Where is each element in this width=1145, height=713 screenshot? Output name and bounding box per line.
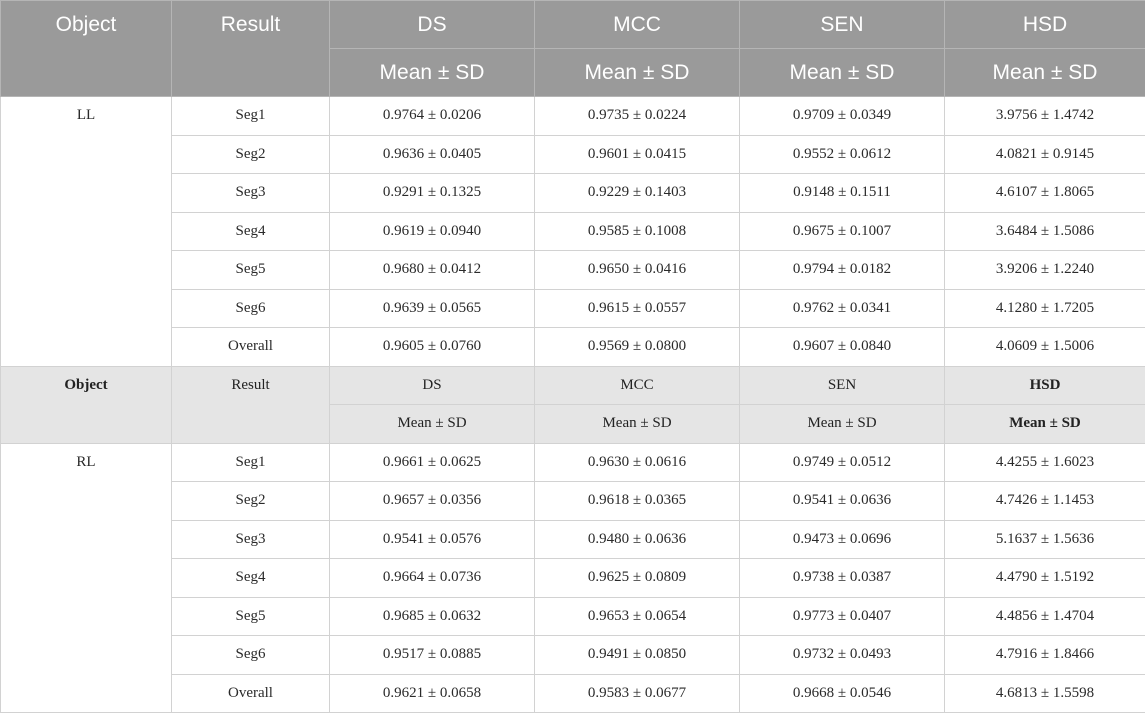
row-label: Seg4 (172, 212, 330, 251)
cell-sen: 0.9541 ± 0.0636 (740, 482, 945, 521)
header-hsd: HSD (945, 1, 1145, 49)
cell-sen: 0.9473 ± 0.0696 (740, 520, 945, 559)
cell-sen: 0.9552 ± 0.0612 (740, 135, 945, 174)
table-row (1, 559, 1145, 598)
cell-mcc: 0.9653 ± 0.0654 (535, 597, 740, 636)
row-label: Overall (172, 674, 330, 713)
repeat-header-hsd: HSD (945, 366, 1145, 405)
repeat-header-result: Result (172, 366, 330, 443)
row-label: Seg1 (172, 97, 330, 136)
cell-ds: 0.9680 ± 0.0412 (330, 251, 535, 290)
cell-hsd: 4.6107 ± 1.8065 (945, 174, 1145, 213)
repeat-subheader-hsd: Mean ± SD (945, 405, 1145, 444)
cell-mcc: 0.9491 ± 0.0850 (535, 636, 740, 675)
cell-sen: 0.9668 ± 0.0546 (740, 674, 945, 713)
row-label: Seg1 (172, 443, 330, 482)
repeat-header-object: Object (1, 366, 172, 443)
cell-mcc: 0.9618 ± 0.0365 (535, 482, 740, 521)
cell-ds: 0.9639 ± 0.0565 (330, 289, 535, 328)
cell-hsd: 4.1280 ± 1.7205 (945, 289, 1145, 328)
group-object: RL (1, 443, 172, 713)
cell-hsd: 4.0609 ± 1.5006 (945, 328, 1145, 367)
cell-sen: 0.9762 ± 0.0341 (740, 289, 945, 328)
cell-sen: 0.9738 ± 0.0387 (740, 559, 945, 598)
table-row (1, 251, 1145, 290)
cell-hsd: 5.1637 ± 1.5636 (945, 520, 1145, 559)
table-row (1, 328, 1145, 367)
cell-ds: 0.9664 ± 0.0736 (330, 559, 535, 598)
cell-hsd: 4.4255 ± 1.6023 (945, 443, 1145, 482)
repeat-subheader-sen: Mean ± SD (740, 405, 945, 444)
repeat-header-row (1, 366, 1145, 405)
subheader-mcc: Mean ± SD (535, 49, 740, 97)
cell-sen: 0.9794 ± 0.0182 (740, 251, 945, 290)
cell-ds: 0.9636 ± 0.0405 (330, 135, 535, 174)
table-row (1, 443, 1145, 482)
repeat-subheader-mcc: Mean ± SD (535, 405, 740, 444)
cell-ds: 0.9661 ± 0.0625 (330, 443, 535, 482)
row-label: Seg3 (172, 520, 330, 559)
cell-sen: 0.9675 ± 0.1007 (740, 212, 945, 251)
cell-mcc: 0.9585 ± 0.1008 (535, 212, 740, 251)
cell-hsd: 4.7916 ± 1.8466 (945, 636, 1145, 675)
cell-sen: 0.9749 ± 0.0512 (740, 443, 945, 482)
cell-hsd: 3.9206 ± 1.2240 (945, 251, 1145, 290)
table-row (1, 174, 1145, 213)
cell-ds: 0.9541 ± 0.0576 (330, 520, 535, 559)
row-label: Seg5 (172, 597, 330, 636)
cell-ds: 0.9621 ± 0.0658 (330, 674, 535, 713)
cell-mcc: 0.9229 ± 0.1403 (535, 174, 740, 213)
cell-hsd: 4.7426 ± 1.1453 (945, 482, 1145, 521)
cell-mcc: 0.9569 ± 0.0800 (535, 328, 740, 367)
cell-hsd: 3.9756 ± 1.4742 (945, 97, 1145, 136)
row-label: Seg5 (172, 251, 330, 290)
cell-mcc: 0.9625 ± 0.0809 (535, 559, 740, 598)
row-label: Seg2 (172, 482, 330, 521)
cell-ds: 0.9764 ± 0.0206 (330, 97, 535, 136)
cell-mcc: 0.9650 ± 0.0416 (535, 251, 740, 290)
repeat-header-sen: SEN (740, 366, 945, 405)
cell-sen: 0.9709 ± 0.0349 (740, 97, 945, 136)
header-result: Result (172, 1, 330, 97)
repeat-header-mcc: MCC (535, 366, 740, 405)
header-mcc: MCC (535, 1, 740, 49)
table-row (1, 674, 1145, 713)
table-row (1, 97, 1145, 136)
cell-hsd: 4.4790 ± 1.5192 (945, 559, 1145, 598)
cell-hsd: 4.0821 ± 0.9145 (945, 135, 1145, 174)
cell-mcc: 0.9601 ± 0.0415 (535, 135, 740, 174)
cell-ds: 0.9605 ± 0.0760 (330, 328, 535, 367)
cell-mcc: 0.9480 ± 0.0636 (535, 520, 740, 559)
cell-ds: 0.9685 ± 0.0632 (330, 597, 535, 636)
row-label: Seg3 (172, 174, 330, 213)
cell-mcc: 0.9615 ± 0.0557 (535, 289, 740, 328)
subheader-sen: Mean ± SD (740, 49, 945, 97)
table-row (1, 636, 1145, 675)
subheader-ds: Mean ± SD (330, 49, 535, 97)
repeat-subheader-ds: Mean ± SD (330, 405, 535, 444)
cell-hsd: 3.6484 ± 1.5086 (945, 212, 1145, 251)
cell-ds: 0.9291 ± 0.1325 (330, 174, 535, 213)
cell-ds: 0.9619 ± 0.0940 (330, 212, 535, 251)
row-label: Overall (172, 328, 330, 367)
cell-mcc: 0.9583 ± 0.0677 (535, 674, 740, 713)
row-label: Seg6 (172, 289, 330, 328)
table-row (1, 135, 1145, 174)
cell-hsd: 4.6813 ± 1.5598 (945, 674, 1145, 713)
header-ds: DS (330, 1, 535, 49)
group-object: LL (1, 97, 172, 367)
cell-sen: 0.9148 ± 0.1511 (740, 174, 945, 213)
repeat-header-ds: DS (330, 366, 535, 405)
row-label: Seg6 (172, 636, 330, 675)
cell-hsd: 4.4856 ± 1.4704 (945, 597, 1145, 636)
cell-sen: 0.9773 ± 0.0407 (740, 597, 945, 636)
table-row (1, 482, 1145, 521)
cell-ds: 0.9517 ± 0.0885 (330, 636, 535, 675)
cell-sen: 0.9732 ± 0.0493 (740, 636, 945, 675)
subheader-hsd: Mean ± SD (945, 49, 1145, 97)
cell-mcc: 0.9630 ± 0.0616 (535, 443, 740, 482)
header-sen: SEN (740, 1, 945, 49)
table-row (1, 212, 1145, 251)
table-row (1, 289, 1145, 328)
row-label: Seg2 (172, 135, 330, 174)
row-label: Seg4 (172, 559, 330, 598)
header-object: Object (1, 1, 172, 97)
cell-sen: 0.9607 ± 0.0840 (740, 328, 945, 367)
table-row (1, 520, 1145, 559)
header-row (1, 1, 1145, 49)
table-row (1, 597, 1145, 636)
cell-mcc: 0.9735 ± 0.0224 (535, 97, 740, 136)
cell-ds: 0.9657 ± 0.0356 (330, 482, 535, 521)
